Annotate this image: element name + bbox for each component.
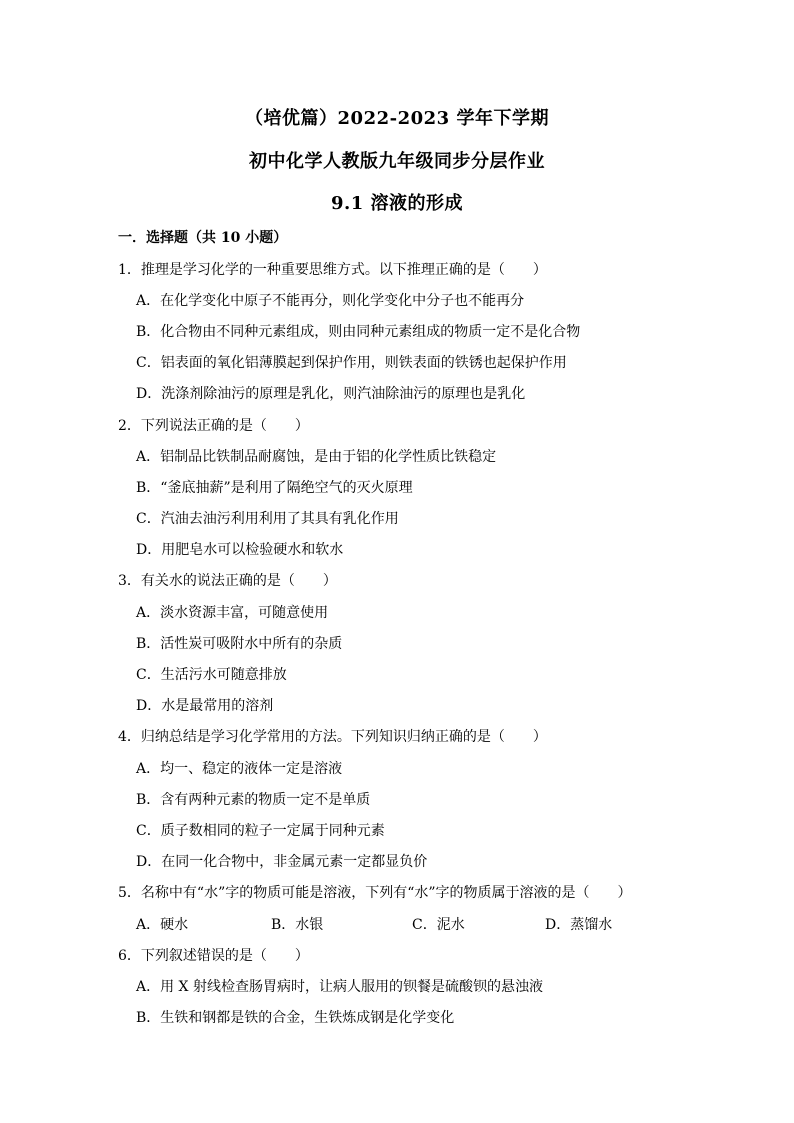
question-3-option-c: C．生活污水可随意排放 [136,667,287,683]
question-4-option-a: A．均一、稳定的液体一定是溶液 [136,761,343,777]
question-5-option-a: A．硬水 [136,917,189,933]
question-3-option-b: B．活性炭可吸附水中所有的杂质 [136,636,343,652]
question-1-option-a: A．在化学变化中原子不能再分，则化学变化中分子也不能再分 [136,293,525,309]
question-3-option-d: D．水是最常用的溶剂 [136,698,274,714]
question-5-option-d: D．蒸馏水 [545,917,613,933]
lesson-title: 9.1 溶液的形成 [330,193,464,214]
question-4-option-d: D．在同一化合物中，非金属元素一定都显负价 [136,854,428,870]
question-5-option-b: B．水银 [271,917,324,933]
question-4-option-b: B．含有两种元素的物质一定不是单质 [136,792,371,808]
question-5-option-c: C．泥水 [412,917,465,933]
question-6-stem: 6．下列叙述错误的是（ ） [118,948,309,964]
question-6-option-b: B．生铁和钢都是铁的合金，生铁炼成钢是化学变化 [136,1010,455,1026]
question-1-option-d: D．洗涤剂除油污的原理是乳化，则汽油除油污的原理也是乳化 [136,386,526,402]
section-heading: 一．选择题（共 10 小题） [118,230,288,246]
question-1-stem: 1．推理是学习化学的一种重要思维方式。以下推理正确的是（ ） [118,262,547,278]
question-1-option-c: C．铝表面的氧化铝薄膜起到保护作用，则铁表面的铁锈也起保护作用 [136,355,567,371]
question-5-stem: 5．名称中有“水”字的物质可能是溶液，下列有“水”字的物质属于溶液的是（ ） [118,885,632,901]
question-2-stem: 2．下列说法正确的是（ ） [118,418,309,434]
question-3-stem: 3．有关水的说法正确的是（ ） [118,573,337,589]
question-3-option-a: A．淡水资源丰富，可随意使用 [136,605,329,621]
question-2-option-b: B．“釜底抽薪”是利用了隔绝空气的灭火原理 [136,480,413,496]
question-2-option-a: A．铝制品比铁制品耐腐蚀，是由于铝的化学性质比铁稳定 [136,449,497,465]
question-2-option-c: C．汽油去油污利用利用了其具有乳化作用 [136,511,399,527]
question-2-option-d: D．用肥皂水可以检验硬水和软水 [136,542,344,558]
question-6-option-a: A．用 X 射线检查肠胃病时，让病人服用的钡餐是硫酸钡的悬浊液 [136,979,543,995]
document-subtitle: 初中化学人教版九年级同步分层作业 [249,151,545,172]
document-title: （培优篇）2022-2023 学年下学期 [245,108,549,129]
question-1-option-b: B．化合物由不同种元素组成，则由同种元素组成的物质一定不是化合物 [136,324,581,340]
question-4-option-c: C．质子数相同的粒子一定属于同种元素 [136,823,385,839]
question-4-stem: 4．归纳总结是学习化学常用的方法。下列知识归纳正确的是（ ） [118,729,547,745]
